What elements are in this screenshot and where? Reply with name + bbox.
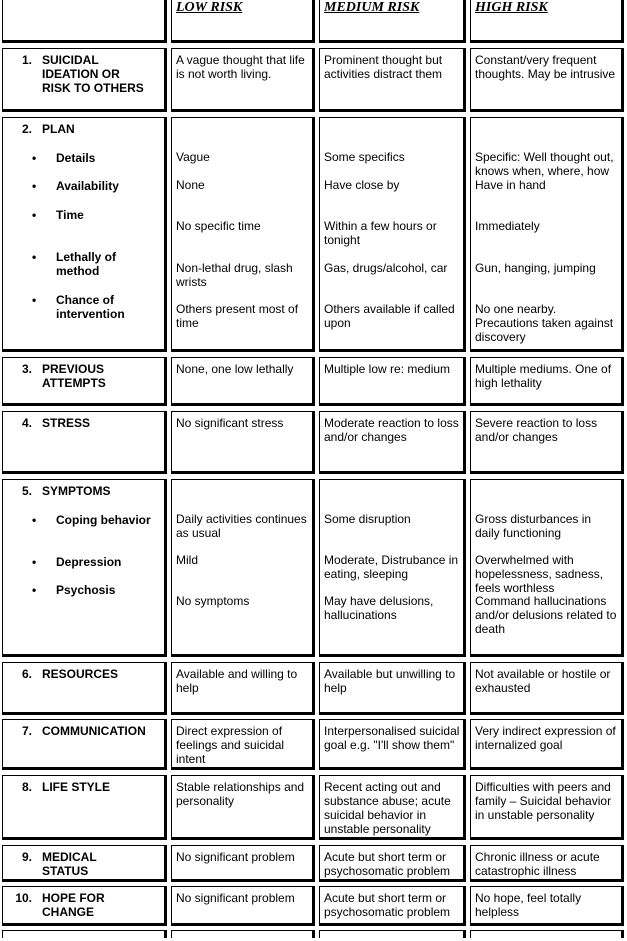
header-low-risk: LOW RISK	[176, 0, 243, 15]
high-risk-text: Overwhelmed with hopelessness, sadness, feels worthless	[475, 553, 604, 595]
row-7-category	[4, 724, 164, 774]
row-3-category	[4, 362, 164, 412]
bullet-mark: •	[32, 179, 37, 193]
row-next-high-cell	[470, 930, 624, 938]
sub-item-2-2	[32, 179, 166, 209]
high-risk-text: No one nearby. Precautions taken against discovery	[475, 302, 614, 344]
high-risk-text: No hope, feel totally helpless	[475, 891, 582, 919]
high-risk-text: Specific: Well thought out, knows when, where, how	[475, 150, 614, 178]
high-risk-text: Constant/very frequent thoughts. May be intrusive	[475, 53, 616, 81]
row-next-low-cell	[171, 930, 315, 938]
category-label: HOPE FOR CHANGE	[42, 891, 105, 919]
category-label: PREVIOUS ATTEMPTS	[42, 362, 106, 390]
high-risk-text: Gun, hanging, jumping	[475, 261, 596, 275]
sub-item-label: Coping behavior	[56, 513, 151, 527]
category-label: STRESS	[42, 416, 91, 430]
bullet-mark: •	[32, 293, 37, 307]
high-risk-text: Command hallucinations and/or delusions related to death	[475, 594, 617, 636]
low-risk-text: No significant stress	[176, 416, 284, 430]
bullet-mark: •	[32, 151, 37, 165]
high-risk-text: Multiple mediums. One of high lethality	[475, 362, 612, 390]
category-label: PLAN	[42, 122, 75, 136]
category-number: 6.	[21, 667, 32, 681]
low-risk-text: Non-lethal drug, slash wrists	[176, 261, 293, 289]
bullet-mark: •	[32, 513, 37, 527]
medium-risk-text: Gas, drugs/alcohol, car	[324, 261, 448, 275]
medium-risk-text: Have close by	[324, 178, 400, 192]
low-risk-text: Vague	[176, 150, 210, 164]
low-risk-text: None, one low lethally	[176, 362, 294, 376]
high-risk-text: Severe reaction to loss and/or changes	[475, 416, 598, 444]
medium-risk-text: Some disruption	[324, 512, 411, 526]
medium-risk-text: Within a few hours or tonight	[324, 219, 437, 247]
low-risk-text: Stable relationships and personality	[176, 780, 305, 808]
category-number: 10.	[15, 891, 32, 905]
medium-risk-text: Some specifics	[324, 150, 405, 164]
medium-risk-text: Moderate reaction to loss and/or changes	[324, 416, 459, 444]
low-risk-text: Others present most of time	[176, 302, 299, 330]
medium-risk-text: Acute but short term or psychosomatic problem	[324, 850, 451, 878]
sub-item-2-4	[32, 250, 166, 280]
row-next-cat-cell	[2, 930, 167, 938]
medium-risk-text: Prominent thought but activities distract them	[324, 53, 443, 81]
low-risk-text: Daily activities continues as usual	[176, 512, 307, 540]
category-label: MEDICAL STATUS	[42, 850, 97, 878]
category-label: SUICIDAL IDEATION OR RISK TO OTHERS	[42, 53, 144, 95]
sub-item-label: Availability	[56, 179, 119, 193]
category-number: 4.	[21, 416, 32, 430]
low-risk-text: No significant problem	[176, 891, 295, 905]
row-4-category	[4, 416, 164, 466]
medium-risk-text: Others available if called upon	[324, 302, 455, 330]
category-number: 3.	[21, 362, 32, 376]
high-risk-text: Not available or hostile or exhausted	[475, 667, 611, 695]
high-risk-text: Gross disturbances in daily functioning	[475, 512, 592, 540]
category-number: 7.	[21, 724, 32, 738]
medium-risk-text: Available but unwilling to help	[324, 667, 456, 695]
low-risk-text: Direct expression of feelings and suicidal intent	[176, 724, 285, 766]
row-6-category	[4, 667, 164, 717]
low-risk-text: No significant problem	[176, 850, 295, 864]
sub-item-label: Time	[56, 208, 84, 222]
category-label: RESOURCES	[42, 667, 119, 681]
low-risk-text: Available and willing to help	[176, 667, 298, 695]
header-medium-risk: MEDIUM RISK	[324, 0, 420, 15]
category-number: 1.	[21, 53, 32, 67]
category-label: COMMUNICATION	[42, 724, 146, 738]
category-number: 9.	[21, 850, 32, 864]
high-risk-text: Have in hand	[475, 178, 546, 192]
sub-item-5-1	[32, 513, 166, 543]
low-risk-text: Mild	[176, 553, 199, 567]
medium-risk-text: May have delusions, hallucinations	[324, 594, 434, 622]
row-5-low-cell	[171, 479, 315, 657]
sub-item-5-3	[32, 583, 166, 613]
sub-item-label: Lethally of method	[56, 250, 117, 278]
bullet-mark: •	[32, 208, 37, 222]
high-risk-text: Difficulties with peers and family – Suicidal behavior in unstable personality	[475, 780, 612, 822]
high-risk-text: Chronic illness or acute catastrophic illness	[475, 850, 600, 878]
low-risk-text: No symptoms	[176, 594, 250, 608]
category-number: 8.	[21, 780, 32, 794]
low-risk-text: None	[176, 178, 205, 192]
sub-item-2-5	[32, 293, 166, 323]
bullet-mark: •	[32, 250, 37, 264]
medium-risk-text: Acute but short term or psychosomatic problem	[324, 891, 451, 919]
header-corner-cell	[2, 0, 167, 43]
header-high-risk: HIGH RISK	[475, 0, 548, 15]
sub-item-label: Depression	[56, 555, 122, 569]
category-number: 2.	[21, 122, 32, 136]
medium-risk-text: Recent acting out and substance abuse; acute suicidal behavior in unstable personality	[324, 780, 451, 836]
medium-risk-text: Multiple low re: medium	[324, 362, 451, 376]
sub-item-label: Psychosis	[56, 583, 116, 597]
low-risk-text: No specific time	[176, 219, 261, 233]
sub-item-label: Chance of intervention	[56, 293, 125, 321]
sub-item-5-2	[32, 555, 166, 585]
sub-item-2-3	[32, 208, 166, 238]
category-number: 5.	[21, 484, 32, 498]
category-label: LIFE STYLE	[42, 780, 111, 794]
bullet-mark: •	[32, 583, 37, 597]
row-next-medium-cell	[319, 930, 466, 938]
medium-risk-text: Interpersonalised suicidal goal e.g. "I'll show them"	[324, 724, 460, 752]
row-1-category	[4, 53, 164, 103]
sub-item-2-1	[32, 151, 166, 181]
medium-risk-text: Moderate, Distrubance in eating, sleeping	[324, 553, 459, 581]
sub-item-label: Details	[56, 151, 96, 165]
bullet-mark: •	[32, 555, 37, 569]
category-label: SYMPTOMS	[42, 484, 111, 498]
high-risk-text: Immediately	[475, 219, 540, 233]
row-8-category	[4, 780, 164, 830]
low-risk-text: A vague thought that life is not worth living.	[176, 53, 305, 81]
high-risk-text: Very indirect expression of internalized goal	[475, 724, 616, 752]
